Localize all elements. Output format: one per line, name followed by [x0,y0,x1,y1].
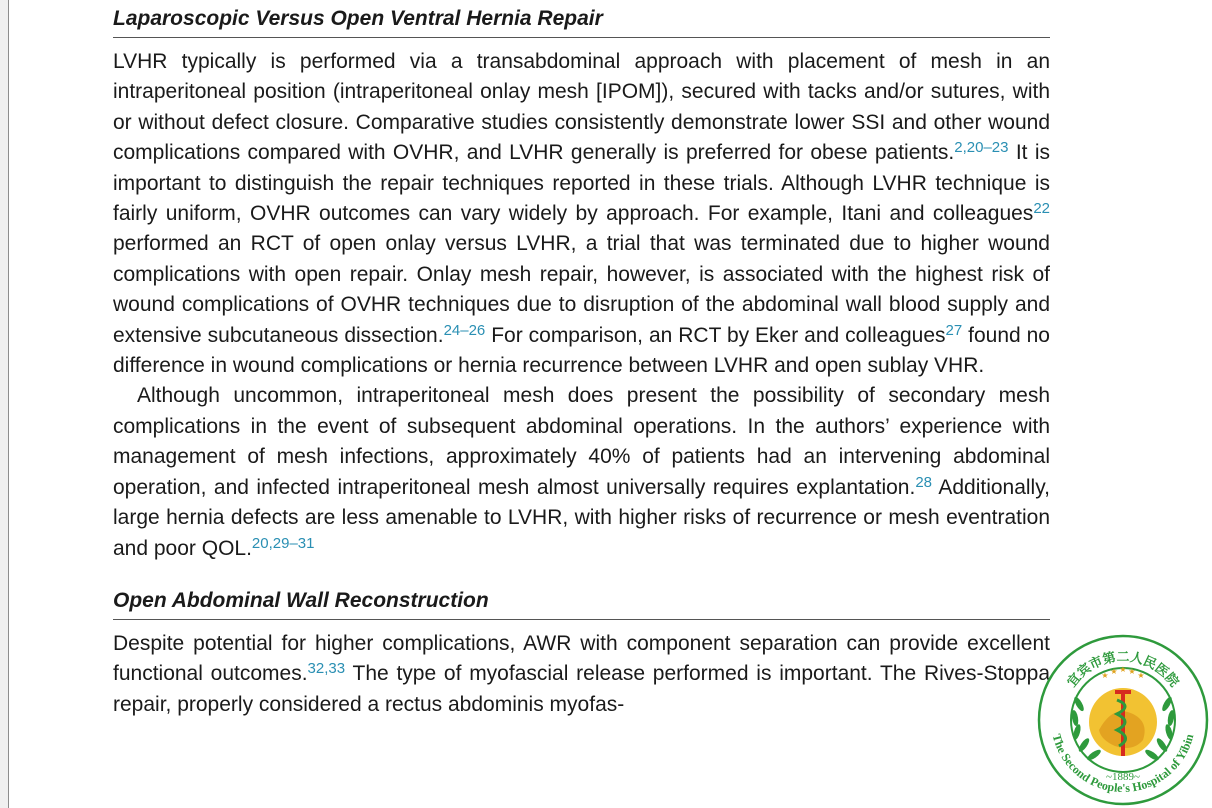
svg-text:★: ★ [1128,667,1136,676]
svg-text:★: ★ [1137,671,1145,680]
svg-text:★: ★ [1110,667,1118,676]
seal-stars [1101,665,1144,680]
hospital-seal-watermark [1037,634,1209,806]
svg-text:★: ★ [1101,671,1109,680]
citation-ref[interactable]: 28 [915,473,932,491]
article-column [113,0,1050,720]
citation-ref[interactable]: 32,33 [307,660,346,678]
paragraph-text: It is important to distinguish the repair techniques reported in these trials. Although LVHR technique is fairly uniform, OVHR outcomes can vary widely by approach. For example, Itani and colleagues [113,141,1050,226]
paragraph-text: For comparison, an RCT by Eker and colleagues [485,323,946,347]
paragraph-awr-outcomes [113,629,1050,720]
seal-year: ~1889~ [1106,771,1140,783]
section-heading-open-awr: Open Abdominal Wall Reconstruction [113,588,1050,620]
page-left-edge [0,0,9,808]
seal-chinese-name: 宜宾市第二人民医院 [1064,650,1182,691]
seal-english-name: The Second People's Hospital of Yibin [1049,732,1197,796]
paragraph-text: LVHR typically is performed via a transabdominal approach with placement of mesh in an intraperitoneal position (intraperitoneal onlay mesh [IPOM]), secured with tacks and/or sutures, with or without defect closure. Comparative studies consistently demonstrate lower SSI and other wound complications compared with OVHR, and LVHR generally is preferred for obese patients. [113,50,1050,165]
paragraph-text: Despite potential for higher complications, AWR with component separation can provide excellent functional outcomes. [113,631,1050,686]
paragraph-intraperitoneal-mesh [113,381,1050,563]
section-heading-laparoscopic-vs-open: Laparoscopic Versus Open Ventral Hernia Repair [113,0,1050,38]
svg-text:★: ★ [1119,665,1127,674]
citation-ref[interactable]: 22 [1033,200,1050,218]
citation-ref[interactable]: 20,29–31 [251,534,315,552]
paragraph-text: The type of myofascial release performed is important. The Rives-Stoppa repair, properly considered a rectus abdominis myofas- [113,662,1050,716]
paragraph-text: Additionally, large hernia defects are less amenable to LVHR, with higher risks of recurrence or mesh eventration and poor QOL. [113,475,1050,560]
paragraph-text: Although uncommon, intraperitoneal mesh does present the possibility of secondary mesh complications in the event of subsequent abdominal operations. In the authors’ experience with management of mesh infections, approximately 40% of patients had an intervening abdominal operation, and infected intraperitoneal mesh almost universally requires explantation. [113,384,1050,499]
paragraph-text: performed an RCT of open onlay versus LVHR, a trial that was terminated due to higher wound complications with open repair. Onlay mesh repair, however, is associated with the highest risk of wound complications of OVHR techniques due to disruption of the abdominal wall blood supply and extensive subcutaneous dissection. [113,232,1050,347]
citation-ref[interactable]: 2,20–23 [954,139,1009,157]
paragraph-lvhr-approach [113,47,1050,381]
citation-ref[interactable]: 27 [945,321,963,339]
paragraph-text: found no difference in wound complications or hernia recurrence between LVHR and open sublay VHR. [113,323,1050,378]
citation-ref[interactable]: 24–26 [443,321,486,339]
